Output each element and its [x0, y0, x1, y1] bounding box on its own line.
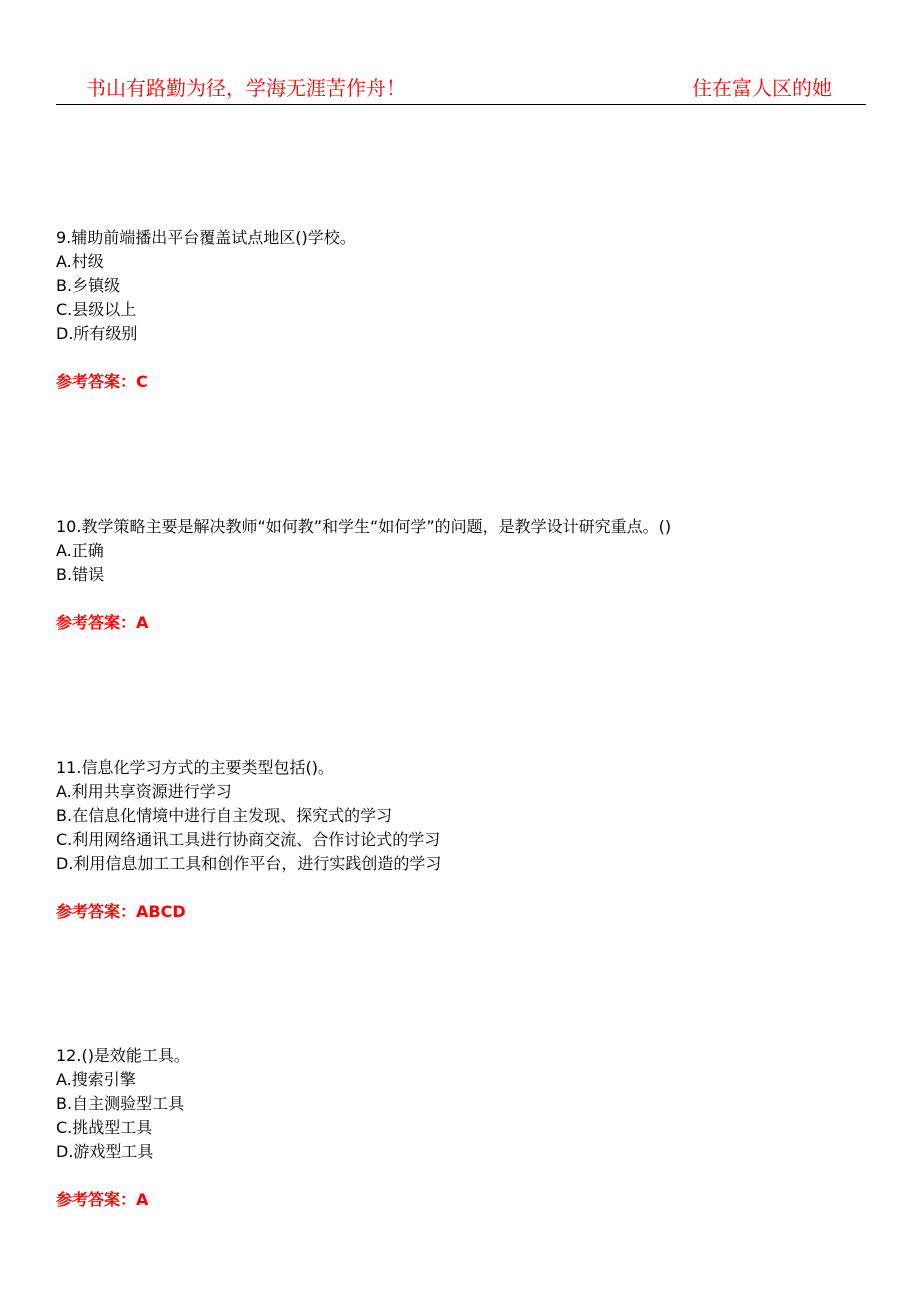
option-d: D.利用信息加工工具和创作平台，进行实践创造的学习	[56, 854, 442, 873]
question-stem: 11.信息化学习方式的主要类型包括()。	[56, 758, 334, 777]
page-header	[56, 70, 866, 105]
reference-answer	[56, 611, 856, 635]
option-d: D.游戏型工具	[56, 1142, 154, 1161]
question-block	[56, 1044, 856, 1212]
option-b: B.自主测验型工具	[56, 1094, 185, 1113]
reference-answer	[56, 1188, 856, 1212]
option-b: B.乡镇级	[56, 276, 121, 295]
reference-answer	[56, 370, 856, 394]
answer-value: A	[136, 613, 149, 632]
answer-label: 参考答案：	[56, 902, 137, 921]
option-d: D.所有级别	[56, 324, 138, 343]
option-c: C.挑战型工具	[56, 1118, 153, 1137]
question-block	[56, 756, 856, 924]
reference-answer	[56, 900, 856, 924]
answer-value: ABCD	[136, 902, 186, 921]
option-a: A.利用共享资源进行学习	[56, 782, 232, 801]
header-motto: 书山有路勤为径，学海无涯苦作舟！	[86, 76, 406, 100]
header-author: 住在富人区的她	[692, 76, 832, 100]
answer-value: C	[136, 372, 148, 391]
answer-value: A	[136, 1190, 149, 1209]
option-c: C.利用网络通讯工具进行协商交流、合作讨论式的学习	[56, 830, 441, 849]
answer-label: 参考答案：	[56, 613, 137, 632]
question-stem: 10.教学策略主要是解决教师“如何教”和学生“如何学”的问题，是教学设计研究重点。()	[56, 517, 672, 536]
option-b: B.在信息化情境中进行自主发现、探究式的学习	[56, 806, 393, 825]
option-c: C.县级以上	[56, 300, 137, 319]
question-block	[56, 515, 856, 635]
answer-label: 参考答案：	[56, 372, 137, 391]
question-block	[56, 226, 856, 394]
question-stem: 12.()是效能工具。	[56, 1046, 190, 1065]
answer-label: 参考答案：	[56, 1190, 137, 1209]
option-a: A.正确	[56, 541, 104, 560]
option-a: A.村级	[56, 252, 104, 271]
option-b: B.错误	[56, 565, 105, 584]
option-a: A.搜索引擎	[56, 1070, 136, 1089]
question-stem: 9.辅助前端播出平台覆盖试点地区()学校。	[56, 228, 356, 247]
